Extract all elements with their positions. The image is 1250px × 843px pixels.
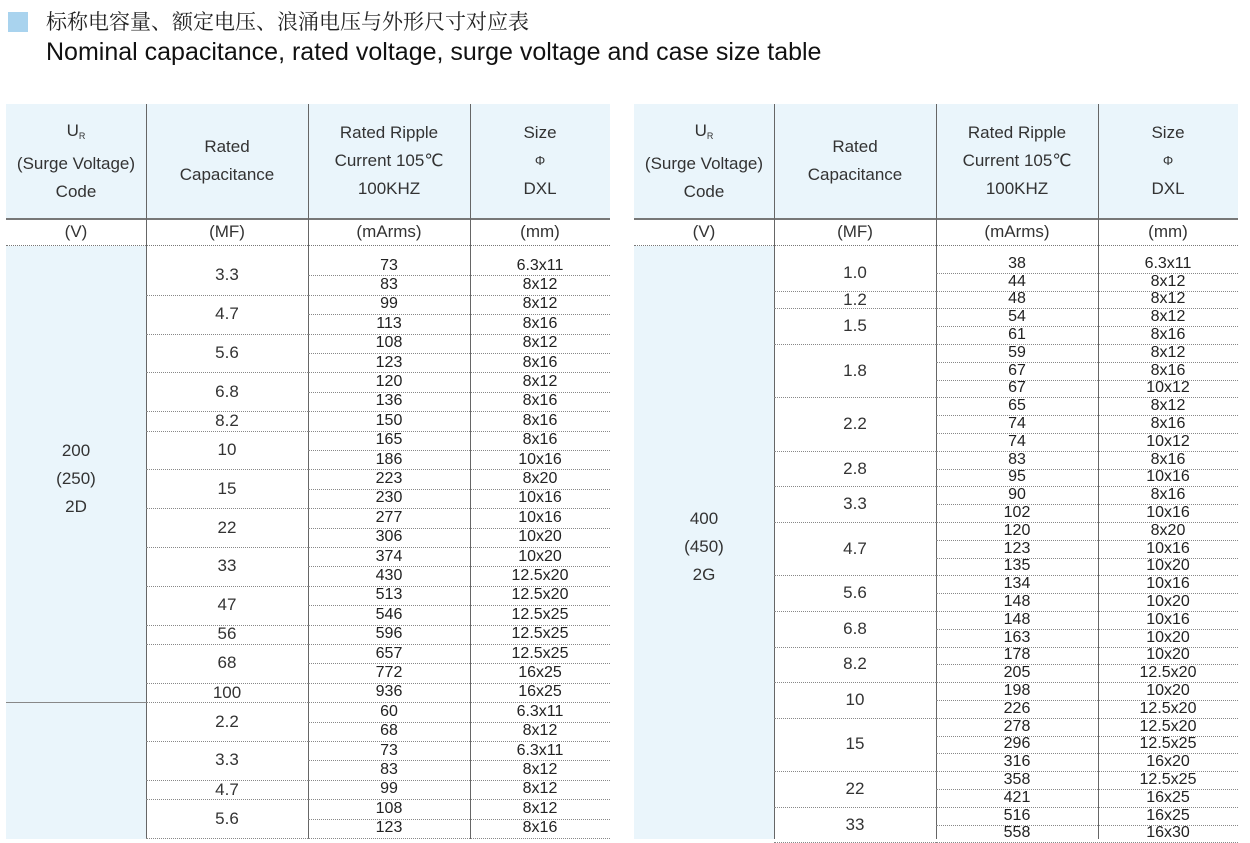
capacitance-value: 1.0 (843, 262, 867, 282)
ripple-value: 516 (1003, 806, 1031, 824)
size-value: 16x25 (518, 664, 562, 682)
size-value: 10x16 (1146, 468, 1190, 486)
capacitance-value: 15 (845, 734, 865, 754)
capacitance-value: 1.8 (843, 360, 867, 380)
size-value: 10x16 (1146, 504, 1190, 522)
size-value: 8x12 (522, 276, 558, 294)
capacitance-value: 8.2 (843, 654, 867, 674)
size-value: 8x20 (1150, 521, 1186, 539)
capacitance-value: 5.6 (215, 808, 239, 828)
capacitance-value: 4.7 (215, 779, 239, 799)
size-value: 10x16 (1146, 539, 1190, 557)
ripple-value: 186 (375, 450, 403, 468)
size-value: 8x20 (522, 470, 558, 488)
header-ripple-line2: Current 105℃ (334, 151, 444, 170)
size-value: 10x20 (1146, 557, 1190, 575)
header-capacitance (146, 104, 308, 218)
header-ripple (308, 104, 470, 218)
ripple-value: 74 (1008, 415, 1026, 433)
ripple-value: 54 (1008, 308, 1026, 326)
capacitance-value: 1.2 (843, 289, 867, 309)
unit-capacitance: (MF) (837, 222, 873, 241)
header-size-line3: DXL (523, 179, 557, 198)
capacitance-value: 6.8 (843, 618, 867, 638)
ripple-value: 83 (380, 761, 398, 779)
header-capacitance (774, 104, 936, 218)
ripple-value: 83 (1008, 450, 1026, 468)
size-value: 8x12 (522, 373, 558, 391)
voltage-code: 2D (65, 497, 87, 517)
ripple-value: 113 (376, 314, 402, 332)
ripple-value: 358 (1003, 771, 1031, 789)
ripple-value: 74 (1008, 432, 1026, 450)
ur-main: U (66, 120, 79, 140)
ripple-value: 223 (375, 470, 403, 488)
ripple-value: 178 (1003, 646, 1031, 664)
ripple-value: 136 (375, 392, 403, 410)
header-ripple-line2: Current 105℃ (962, 151, 1072, 170)
size-value: 8x12 (1150, 343, 1186, 361)
ripple-value: 60 (380, 702, 398, 720)
header-cap-line2: Capacitance (807, 165, 903, 184)
ripple-value: 558 (1003, 824, 1031, 842)
size-value: 16x25 (1146, 788, 1190, 806)
spec-table-right (634, 104, 1238, 842)
size-value: 10x12 (1146, 379, 1190, 397)
size-value: 10x16 (518, 489, 562, 507)
ripple-value: 148 (1003, 610, 1031, 628)
capacitance-value: 3.3 (843, 494, 867, 514)
size-value: 10x16 (1146, 575, 1190, 593)
ur-symbol (67, 117, 86, 150)
ripple-value: 163 (1003, 628, 1031, 646)
size-value: 8x16 (522, 392, 558, 410)
diameter-symbol: Φ (534, 153, 546, 168)
size-value: 8x16 (522, 431, 558, 449)
size-value: 8x16 (1150, 486, 1186, 504)
header-ripple-line3: 100KHZ (985, 179, 1049, 198)
ripple-value: 165 (375, 431, 403, 449)
header-voltage-code (634, 104, 774, 218)
header-code-label: Code (55, 181, 97, 201)
size-value: 12.5x25 (511, 605, 569, 623)
capacitance-value: 3.3 (215, 750, 239, 770)
ripple-value: 61 (1008, 326, 1026, 344)
ripple-value: 90 (1008, 486, 1026, 504)
size-value: 10x16 (1146, 610, 1190, 628)
ur-subscript: R (78, 130, 86, 141)
size-value: 8x12 (522, 799, 558, 817)
unit-size: (mm) (1148, 222, 1188, 241)
ripple-value: 226 (1003, 699, 1031, 717)
voltage-group (6, 256, 146, 702)
ripple-value: 316 (1003, 753, 1031, 771)
surge-voltage: (450) (684, 537, 724, 556)
header-surge-label: (Surge Voltage) (644, 153, 764, 173)
size-value: 6.3x11 (516, 741, 564, 759)
ripple-value: 123 (375, 353, 403, 371)
ripple-value: 73 (380, 256, 398, 274)
ripple-value: 95 (1008, 468, 1026, 486)
ripple-value: 108 (375, 799, 403, 817)
ripple-value: 205 (1003, 664, 1031, 682)
capacitance-value: 2.2 (843, 414, 867, 434)
header-cap-line2: Capacitance (179, 165, 275, 184)
ripple-value: 38 (1008, 254, 1026, 272)
ripple-value: 120 (375, 373, 403, 391)
voltage-group (6, 702, 146, 838)
size-value: 12.5x20 (1139, 699, 1197, 717)
ripple-value: 99 (380, 295, 398, 313)
capacitance-value: 68 (217, 653, 237, 673)
header-size-line1: Size (523, 123, 557, 142)
size-value: 8x16 (522, 411, 558, 429)
size-value: 8x16 (522, 819, 558, 837)
size-value: 8x16 (522, 314, 558, 332)
ripple-value: 59 (1008, 343, 1026, 361)
capacitance-value: 33 (217, 556, 237, 576)
header-ripple-line1: Rated Ripple (967, 123, 1067, 142)
size-value: 10x16 (518, 508, 562, 526)
ur-symbol (695, 117, 714, 150)
size-value: 6.3x11 (1144, 254, 1192, 272)
ripple-value: 44 (1008, 272, 1026, 290)
ripple-value: 306 (375, 528, 403, 546)
ripple-value: 430 (375, 567, 403, 585)
ripple-value: 123 (375, 819, 403, 837)
header-cap-line1: Rated (204, 137, 250, 156)
voltage-group-text (56, 437, 96, 521)
rated-voltage: 200 (61, 441, 91, 461)
size-value: 12.5x20 (1139, 717, 1197, 735)
capacitance-value: 22 (217, 517, 237, 537)
size-value: 8x12 (1150, 272, 1186, 290)
ripple-value: 102 (1003, 504, 1031, 522)
size-value: 10x20 (1146, 593, 1190, 611)
capacitance-value: 2.2 (215, 711, 239, 731)
size-value: 8x12 (522, 295, 558, 313)
header-code-label: Code (683, 181, 725, 201)
size-value: 8x12 (522, 722, 558, 740)
size-value: 8x16 (1150, 450, 1186, 468)
capacitance-value: 1.5 (843, 316, 867, 336)
header-size (1098, 104, 1238, 218)
header-size-line1: Size (1151, 123, 1185, 142)
size-value: 10x12 (1146, 432, 1190, 450)
ripple-value: 67 (1008, 379, 1026, 397)
ripple-value: 277 (375, 508, 403, 526)
header-cap-line1: Rated (832, 137, 878, 156)
ripple-value: 108 (375, 334, 403, 352)
capacitance-value: 56 (217, 624, 237, 644)
size-value: 16x25 (1146, 806, 1190, 824)
capacitance-value: 8.2 (215, 410, 239, 430)
ripple-value: 657 (375, 644, 403, 662)
size-value: 8x16 (1150, 326, 1186, 344)
ripple-value: 546 (375, 605, 403, 623)
header-ripple-line3: 100KHZ (357, 179, 421, 198)
unit-voltage: (V) (692, 222, 716, 241)
size-value: 12.5x20 (511, 586, 569, 604)
ripple-value: 198 (1003, 682, 1031, 700)
capacitance-value: 5.6 (843, 583, 867, 603)
size-value: 12.5x25 (1139, 735, 1197, 753)
header-ripple (936, 104, 1098, 218)
ripple-value: 83 (380, 276, 398, 294)
ripple-value: 65 (1008, 397, 1026, 415)
unit-size: (mm) (520, 222, 560, 241)
title-chinese: 标称电容量、额定电压、浪涌电压与外形尺寸对应表 (46, 10, 529, 34)
ripple-value: 230 (375, 489, 403, 507)
ripple-value: 278 (1003, 717, 1031, 735)
capacitance-value: 10 (845, 689, 865, 709)
size-value: 16x20 (1146, 753, 1190, 771)
size-value: 12.5x20 (511, 567, 569, 585)
capacitance-value: 15 (217, 478, 237, 498)
spec-table-left (6, 104, 610, 839)
ripple-value: 374 (375, 547, 403, 565)
ripple-value: 67 (1008, 361, 1026, 379)
capacitance-value: 4.7 (843, 538, 867, 558)
size-value: 10x20 (518, 547, 562, 565)
voltage-group (634, 255, 774, 839)
size-value: 6.3x11 (516, 702, 564, 720)
size-value: 12.5x25 (1139, 771, 1197, 789)
capacitance-value: 6.8 (215, 381, 239, 401)
size-value: 12.5x25 (511, 644, 569, 662)
ripple-value: 936 (375, 683, 403, 701)
capacitance-value: 3.3 (215, 265, 239, 285)
size-value: 8x16 (1150, 415, 1186, 433)
ripple-value: 135 (1003, 557, 1031, 575)
unit-voltage: (V) (64, 222, 88, 241)
capacitance-value: 100 (212, 682, 242, 702)
size-value: 10x16 (518, 450, 562, 468)
size-value: 10x20 (1146, 682, 1190, 700)
size-value: 8x16 (522, 353, 558, 371)
unit-capacitance: (MF) (209, 222, 245, 241)
size-value: 8x12 (522, 761, 558, 779)
unit-ripple: (mArms) (984, 222, 1050, 241)
capacitance-value: 22 (845, 778, 865, 798)
ur-subscript: R (706, 130, 714, 141)
diameter-symbol: Φ (1162, 153, 1174, 168)
rated-voltage: 400 (689, 509, 719, 528)
capacitance-value: 5.6 (215, 342, 239, 362)
title-marker-square (8, 12, 28, 32)
ripple-value: 99 (380, 780, 398, 798)
capacitance-value: 47 (217, 595, 237, 615)
header-size-line3: DXL (1151, 179, 1185, 198)
ripple-value: 134 (1003, 575, 1031, 593)
size-value: 16x25 (518, 683, 562, 701)
ripple-value: 120 (1003, 521, 1031, 539)
size-value: 8x12 (522, 780, 558, 798)
capacitance-value: 4.7 (215, 304, 239, 324)
ripple-value: 150 (375, 411, 403, 429)
header-surge-label: (Surge Voltage) (16, 153, 136, 173)
size-value: 16x30 (1146, 824, 1190, 842)
ripple-value: 73 (380, 741, 398, 759)
ripple-value: 123 (1003, 539, 1031, 557)
size-value: 8x12 (1150, 290, 1186, 308)
ripple-value: 48 (1008, 290, 1026, 308)
ripple-value: 772 (375, 664, 403, 682)
unit-ripple: (mArms) (356, 222, 422, 241)
ur-main: U (694, 120, 707, 140)
ripple-value: 421 (1003, 788, 1031, 806)
size-value: 6.3x11 (516, 256, 564, 274)
ripple-value: 68 (380, 722, 398, 740)
ripple-value: 148 (1003, 593, 1031, 611)
title-english: Nominal capacitance, rated voltage, surge voltage and case size table (46, 38, 822, 66)
capacitance-value: 33 (845, 814, 865, 834)
size-value: 12.5x25 (511, 625, 569, 643)
ripple-value: 596 (375, 625, 403, 643)
header-ripple-line1: Rated Ripple (339, 123, 439, 142)
ripple-value: 513 (375, 586, 403, 604)
capacitance-value: 10 (217, 439, 237, 459)
capacitance-value: 2.8 (843, 458, 867, 478)
size-value: 8x12 (1150, 397, 1186, 415)
size-value: 10x20 (1146, 628, 1190, 646)
size-value: 10x20 (518, 528, 562, 546)
header-size (470, 104, 610, 218)
size-value: 8x12 (1150, 308, 1186, 326)
header-voltage-code (6, 104, 146, 218)
voltage-group-text (684, 505, 724, 589)
size-value: 8x12 (522, 334, 558, 352)
ripple-value: 296 (1003, 735, 1031, 753)
voltage-code: 2G (692, 565, 716, 584)
size-value: 12.5x20 (1139, 664, 1197, 682)
size-value: 8x16 (1150, 361, 1186, 379)
surge-voltage: (250) (56, 469, 96, 489)
size-value: 10x20 (1146, 646, 1190, 664)
